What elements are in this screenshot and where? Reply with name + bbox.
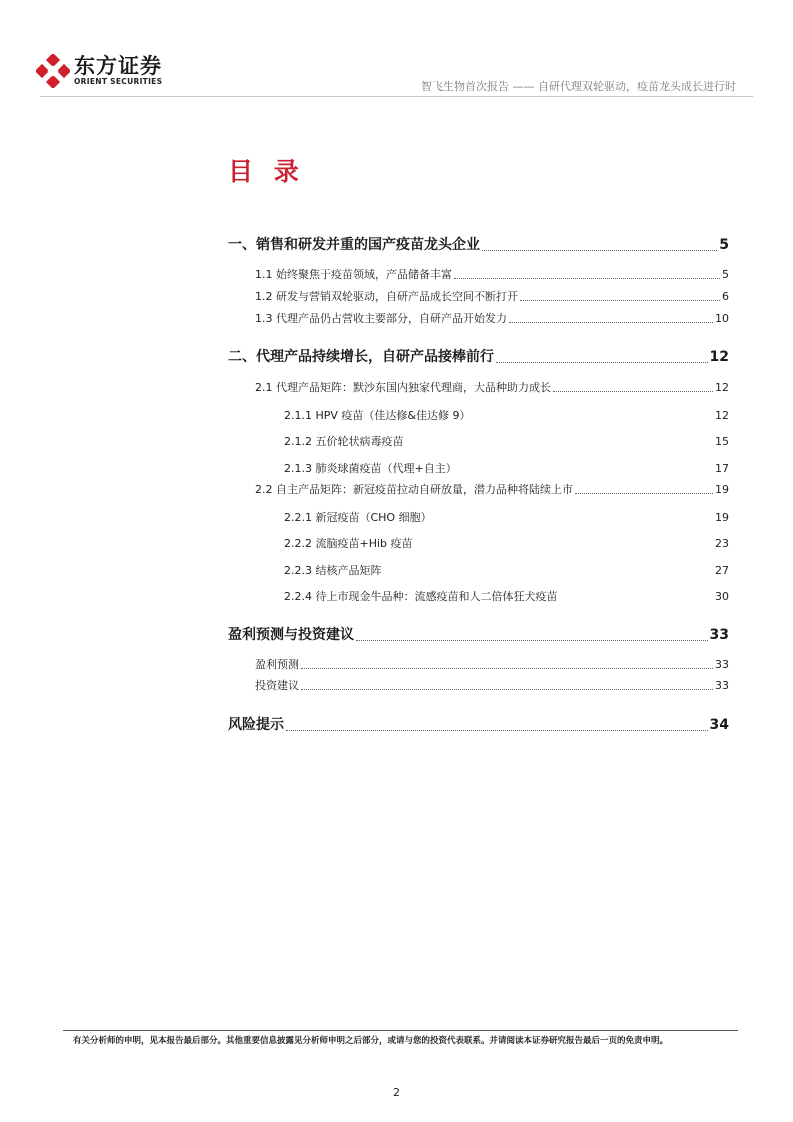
toc-leader-dots: [286, 730, 708, 731]
page-number: 2: [393, 1086, 400, 1099]
toc-entry-page: 23: [715, 537, 729, 550]
toc-entry[interactable]: [255, 379, 729, 395]
toc-entry-page: 10: [715, 312, 729, 325]
toc-entry-label: 2.1.1 HPV 疫苗（佳达修&佳达修 9）: [284, 409, 471, 422]
toc-leader-dots: [482, 250, 717, 251]
toc-leader-dots: [454, 278, 720, 279]
toc-entry-page: 5: [722, 268, 729, 281]
toc-leader-dots: [496, 362, 708, 363]
toc-entry-page: 6: [722, 290, 729, 303]
toc-entry[interactable]: [284, 433, 729, 449]
toc-entry-label: 二、代理产品持续增长，自研产品接棒前行: [228, 349, 494, 365]
toc-entry[interactable]: [255, 656, 729, 672]
toc-entry-label: 1.2 研发与营销双轮驱动，自研产品成长空间不断打开: [255, 290, 518, 303]
toc-leader-dots: [575, 493, 713, 494]
toc-entry[interactable]: [284, 562, 729, 578]
toc-entry-page: 15: [715, 435, 729, 448]
logo-english-name: ORIENT SECURITIES: [74, 77, 163, 86]
toc-entry-label: 2.2.2 流脑疫苗+Hib 疫苗: [284, 537, 413, 550]
toc-entry-label: 2.1.3 肺炎球菌疫苗（代理+自主）: [284, 462, 457, 475]
toc-entry-page: 12: [715, 409, 729, 422]
logo-chinese-name: 东方证券: [74, 54, 162, 78]
toc-entry[interactable]: [255, 310, 729, 326]
toc-leader-dots: [520, 300, 720, 301]
toc-title: 目 录: [228, 157, 305, 186]
toc-entry-label: 风险提示: [228, 717, 284, 733]
toc-entry-label: 2.2.4 待上市现金牛品种：流感疫苗和人二倍体狂犬疫苗: [284, 590, 558, 603]
toc-entry-label: 2.2.3 结核产品矩阵: [284, 564, 382, 577]
toc-entry[interactable]: [284, 407, 729, 423]
toc-entry-label: 盈利预测: [255, 658, 299, 671]
toc-entry-page: 27: [715, 564, 729, 577]
toc-entry[interactable]: [228, 714, 729, 734]
toc-entry[interactable]: [255, 266, 729, 282]
toc-entry-label: 1.1 始终聚焦于疫苗领域，产品储备丰富: [255, 268, 452, 281]
toc-leader-dots: [301, 668, 713, 669]
toc-entry-label: 2.2.1 新冠疫苗（CHO 细胞）: [284, 511, 432, 524]
toc-entry[interactable]: [228, 346, 729, 366]
toc-entry[interactable]: [255, 677, 729, 693]
toc-entry[interactable]: [228, 234, 729, 254]
toc-entry[interactable]: [228, 624, 729, 644]
toc-leader-dots: [356, 640, 708, 641]
toc-entry-page: 33: [709, 627, 729, 643]
toc-entry-label: 1.3 代理产品仍占营收主要部分，自研产品开始发力: [255, 312, 507, 325]
footer-divider: [63, 1030, 738, 1031]
toc-entry-label: 2.2 自主产品矩阵：新冠疫苗拉动自研放量，潜力品种将陆续上市: [255, 483, 573, 496]
toc-entry-page: 5: [719, 237, 729, 253]
toc-entry-page: 17: [715, 462, 729, 475]
toc-entry[interactable]: [255, 481, 729, 497]
company-logo: [36, 50, 186, 94]
footer-disclaimer: 有关分析师的申明，见本报告最后部分。其他重要信息披露见分析师申明之后部分，或请与您的投资代表联系。并请阅读本证券研究报告最后一页的免责申明。: [73, 1036, 669, 1046]
toc-entry-page: 19: [715, 483, 729, 496]
toc-entry-label: 2.1 代理产品矩阵：默沙东国内独家代理商，大品种助力成长: [255, 381, 551, 394]
toc-entry[interactable]: [284, 460, 729, 476]
report-subtitle: 智飞生物首次报告 —— 自研代理双轮驱动，疫苗龙头成长进行时: [421, 80, 736, 93]
toc-entry-page: 34: [709, 717, 729, 733]
toc-entry-label: 2.1.2 五价轮状病毒疫苗: [284, 435, 404, 448]
toc-entry-page: 19: [715, 511, 729, 524]
toc-entry-page: 12: [709, 349, 729, 365]
toc-entry[interactable]: [284, 535, 729, 551]
toc-entry[interactable]: [284, 588, 729, 604]
toc-entry[interactable]: [284, 509, 729, 525]
toc-leader-dots: [553, 391, 713, 392]
toc-entry-page: 12: [715, 381, 729, 394]
toc-leader-dots: [301, 689, 713, 690]
toc-entry-page: 33: [715, 679, 729, 692]
toc-entry[interactable]: [255, 288, 729, 304]
toc-entry-label: 投资建议: [255, 679, 299, 692]
header-divider: [40, 96, 753, 97]
toc-entry-page: 33: [715, 658, 729, 671]
toc-entry-label: 盈利预测与投资建议: [228, 627, 354, 643]
toc-entry-page: 30: [715, 590, 729, 603]
toc-leader-dots: [509, 322, 713, 323]
toc-entry-label: 一、销售和研发并重的国产疫苗龙头企业: [228, 237, 480, 253]
orient-securities-logo-icon: [36, 54, 70, 88]
